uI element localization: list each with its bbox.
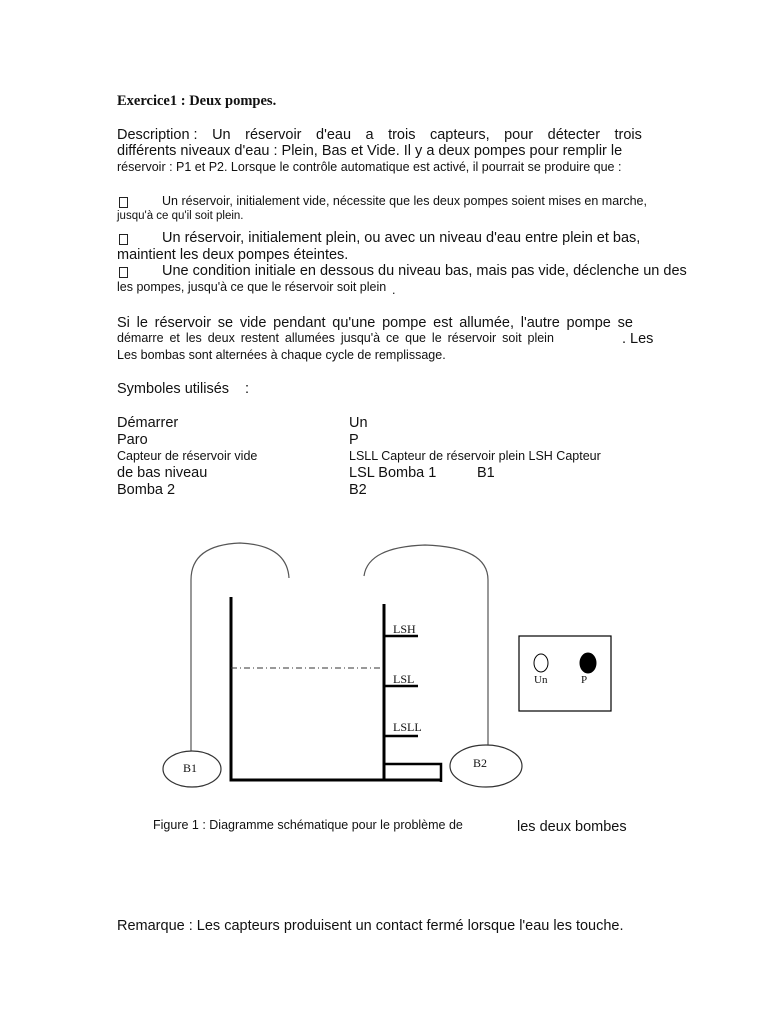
- word: réservoir: [447, 331, 497, 345]
- bullet-2-line-1: Un réservoir, initialement plein, ou avec un niveau d'eau entre plein et bas,: [162, 230, 641, 246]
- word: pour: [504, 127, 534, 143]
- word: d'eau: [316, 127, 352, 143]
- word: est: [433, 315, 453, 331]
- bullet-3-line-2-end: .: [392, 283, 396, 297]
- word: pendant: [273, 315, 326, 331]
- sensor-label-lsh: LSH: [393, 622, 416, 636]
- symbol-row-right: Un: [349, 415, 368, 431]
- figure-caption-part-1: Figure 1 : Diagramme schématique pour le problème de: [153, 818, 463, 832]
- bullet-3-line-2: les pompes, jusqu'à ce que le réservoir soit plein: [117, 280, 387, 294]
- word: l'autre: [520, 315, 560, 331]
- control-panel: [519, 636, 611, 711]
- figure-caption-part-2: les deux bombes: [517, 819, 627, 835]
- word: Si: [117, 315, 130, 331]
- stop-button-icon: [580, 653, 596, 673]
- paragraph-line-3: Les bombas sont alternées à chaque cycle de remplissage.: [117, 348, 446, 362]
- word: se: [617, 315, 633, 331]
- symbols-heading-colon: :: [245, 381, 250, 397]
- symbol-row-left: Capteur de réservoir vide: [117, 449, 258, 463]
- word: Description :: [117, 127, 198, 143]
- word: deux: [207, 331, 235, 345]
- word: soit: [502, 331, 522, 345]
- symbol-row-left: Paro: [117, 432, 148, 448]
- word: plein: [527, 331, 554, 345]
- word: le: [136, 315, 148, 331]
- word: se: [217, 315, 234, 331]
- word: vide: [239, 315, 267, 331]
- word: et: [169, 331, 180, 345]
- word: capteurs,: [429, 127, 490, 143]
- pump-1-pipe: [191, 543, 289, 752]
- symbols-heading: Symboles utilisés: [117, 381, 230, 397]
- word: détecter: [547, 127, 601, 143]
- symbol-row-left: Bomba 2: [117, 482, 176, 498]
- word: que: [405, 331, 426, 345]
- word: jusqu'à: [340, 331, 381, 345]
- symbol-row-right: P: [349, 432, 359, 448]
- bullet-2-line-2: maintient les deux pompes éteintes.: [117, 247, 349, 263]
- start-button-icon: [534, 654, 548, 672]
- description-line-2: différents niveaux d'eau : Plein, Bas et Vide. Il y a deux pompes pour remplir le: [117, 143, 623, 159]
- word: trois: [614, 127, 642, 143]
- symbol-row-right: LSLL Capteur de réservoir plein LSH Capteur: [349, 449, 601, 463]
- word: qu'une: [332, 315, 376, 331]
- word: le: [431, 331, 442, 345]
- pump-2-label: B2: [473, 756, 488, 770]
- description-line-3: réservoir : P1 et P2. Lorsque le contrôle automatique est activé, il pourrait se produire que :: [117, 160, 622, 174]
- bullet-3-line-1: Une condition initiale en dessous du niveau bas, mais pas vide, déclenche un des: [162, 263, 687, 279]
- exercise-title: Exercice1 : Deux pompes.: [117, 93, 277, 109]
- word: pompe: [566, 315, 611, 331]
- sensor-label-lsl: LSL: [393, 672, 415, 686]
- word: Un: [212, 127, 231, 143]
- symbol-row-left: de bas niveau: [117, 465, 208, 481]
- word: a: [365, 127, 374, 143]
- word: ce: [386, 331, 400, 345]
- pump-1-label: B1: [183, 761, 198, 775]
- sensor-label-lsll: LSLL: [393, 720, 422, 734]
- remark: Remarque : Les capteurs produisent un contact fermé lorsque l'eau les touche.: [117, 918, 624, 934]
- bullet-1-line-1: Un réservoir, initialement vide, nécessite que les deux pompes soient mises en marche,: [162, 194, 647, 208]
- start-label: Un: [534, 674, 548, 686]
- symbol-row-right: LSL Bomba 1: [349, 465, 437, 481]
- word: pompe: [382, 315, 427, 331]
- word: restent: [240, 331, 279, 345]
- word: allumée,: [459, 315, 515, 331]
- paragraph-line-2-end: . Les: [622, 331, 654, 347]
- word: les: [185, 331, 202, 345]
- stop-label: P: [581, 674, 588, 686]
- symbol-row-left: Démarrer: [117, 415, 179, 431]
- word: réservoir: [245, 127, 302, 143]
- symbol-row-right: B2: [349, 482, 367, 498]
- word: trois: [388, 127, 416, 143]
- bullet-1-line-2: jusqu'à ce qu'il soit plein.: [117, 210, 244, 222]
- word: démarre: [117, 331, 164, 345]
- word: allumées: [284, 331, 335, 345]
- symbol-row-extra: B1: [477, 465, 495, 481]
- word: réservoir: [154, 315, 212, 331]
